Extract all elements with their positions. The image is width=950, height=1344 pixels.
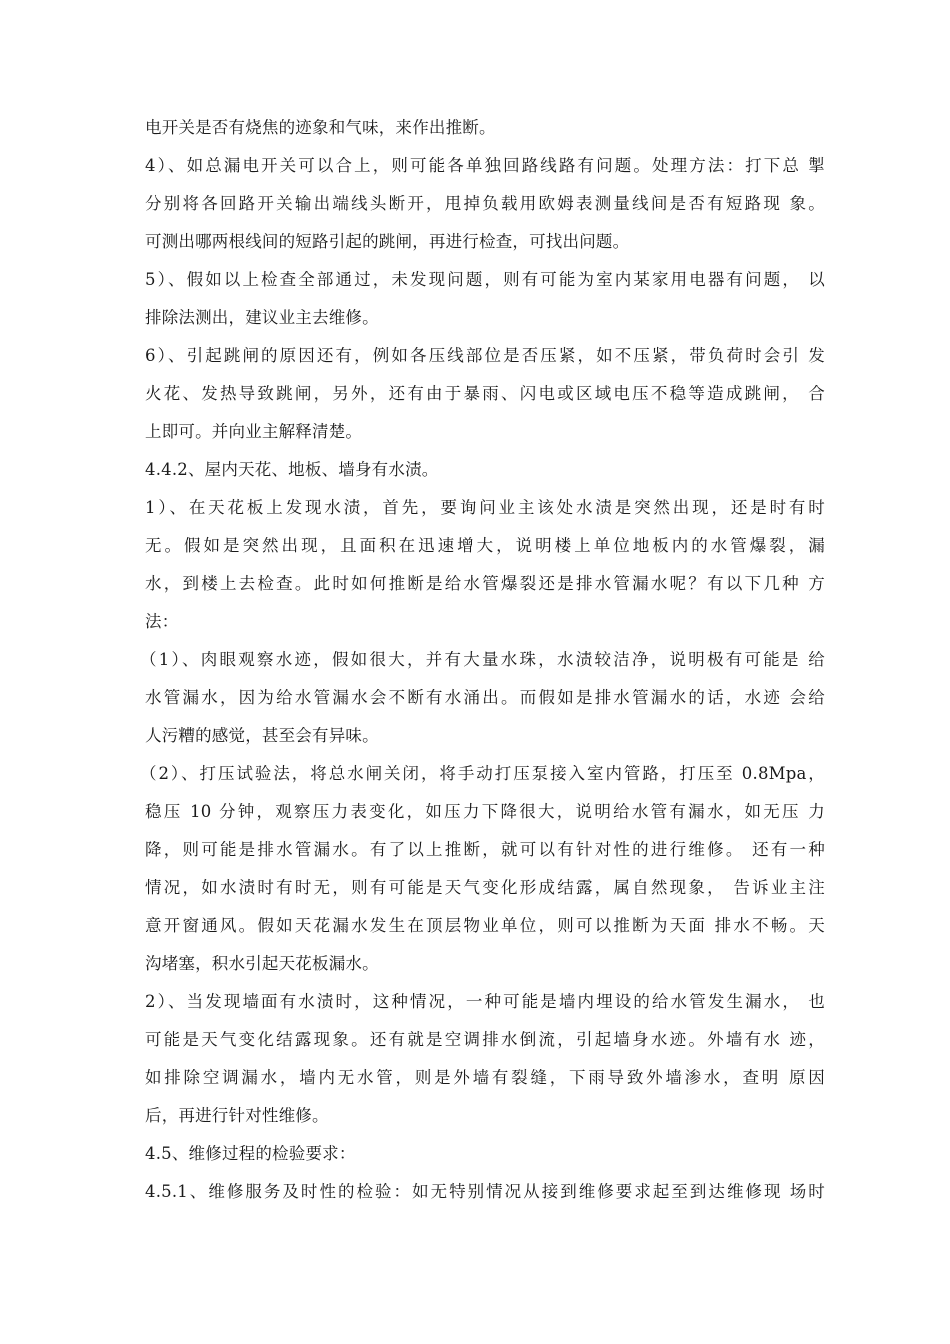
text-line: 法：: [145, 612, 179, 631]
text-line: 4）、如总漏电开关可以合上，则可能各单独回路线路有问题。处理方法：打下总 掣: [145, 156, 825, 175]
text-line: 情况，如水渍时有时无，则有可能是天气变化形成结露，属自然现象， 告诉业主注: [145, 878, 825, 897]
text-line: 排除法测出，建议业主去维修。: [145, 308, 379, 327]
section-heading: 4.5、维修过程的检验要求：: [145, 1144, 356, 1163]
text-line: 后，再进行针对性维修。: [145, 1106, 329, 1125]
text-line: 1）、在天花板上发现水渍，首先，要询问业主该处水渍是突然出现，还是时有时: [145, 498, 825, 517]
section-heading: 4.4.2、屋内天花、地板、墙身有水渍。: [145, 460, 439, 479]
text-line: 电开关是否有烧焦的迹象和气味，来作出推断。: [145, 118, 496, 137]
text-line: （1）、肉眼观察水迹，假如很大，并有大量水珠，水渍较洁净，说明极有可能是 给: [140, 650, 825, 669]
text-line: 可能是天气变化结露现象。还有就是空调排水倒流，引起墙身水迹。外墙有水 迹，: [145, 1030, 825, 1049]
text-line: （2）、打压试验法，将总水闸关闭，将手动打压泵接入室内管路，打压至 0.8Mpa，: [140, 764, 825, 783]
text-line: 6）、引起跳闸的原因还有，例如各压线部位是否压紧，如不压紧，带负荷时会引 发: [145, 346, 825, 365]
text-line: 上即可。并向业主解释清楚。: [145, 422, 363, 441]
text-line: 降，则可能是排水管漏水。有了以上推断，就可以有针对性的进行维修。 还有一种: [145, 840, 825, 859]
text-line: 4.5.1、维修服务及时性的检验：如无特别情况从接到维修要求起至到达维修现 场时: [145, 1182, 825, 1201]
text-line: 沟堵塞，积水引起天花板漏水。: [145, 954, 379, 973]
text-line: 分别将各回路开关输出端线头断开，甩掉负载用欧姆表测量线间是否有短路现 象。: [145, 194, 825, 213]
text-line: 如排除空调漏水，墙内无水管，则是外墙有裂缝，下雨导致外墙渗水，查明 原因: [145, 1068, 825, 1087]
text-line: 5）、假如以上检查全部通过，未发现问题，则有可能为室内某家用电器有问题， 以: [145, 270, 825, 289]
text-line: 意开窗通风。假如天花漏水发生在顶层物业单位，则可以推断为天面 排水不畅。天: [145, 916, 825, 935]
text-line: 可测出哪两根线间的短路引起的跳闸，再进行检查，可找出问题。: [145, 232, 630, 251]
text-line: 2）、当发现墙面有水渍时，这种情况，一种可能是墙内埋设的给水管发生漏水， 也: [145, 992, 825, 1011]
text-line: 火花、发热导致跳闸，另外，还有由于暴雨、闪电或区域电压不稳等造成跳闸， 合: [145, 384, 825, 403]
text-line: 稳压 10 分钟，观察压力表变化，如压力下降很大，说明给水管有漏水，如无压 力: [145, 802, 825, 821]
text-line: 无。假如是突然出现，且面积在迅速增大，说明楼上单位地板内的水管爆裂，漏: [145, 536, 825, 555]
text-line: 水管漏水，因为给水管漏水会不断有水涌出。而假如是排水管漏水的话，水迹 会给: [145, 688, 825, 707]
text-line: 人污糟的感觉，甚至会有异味。: [145, 726, 379, 745]
text-line: 水，到楼上去检查。此时如何推断是给水管爆裂还是排水管漏水呢？有以下几种 方: [145, 574, 825, 593]
